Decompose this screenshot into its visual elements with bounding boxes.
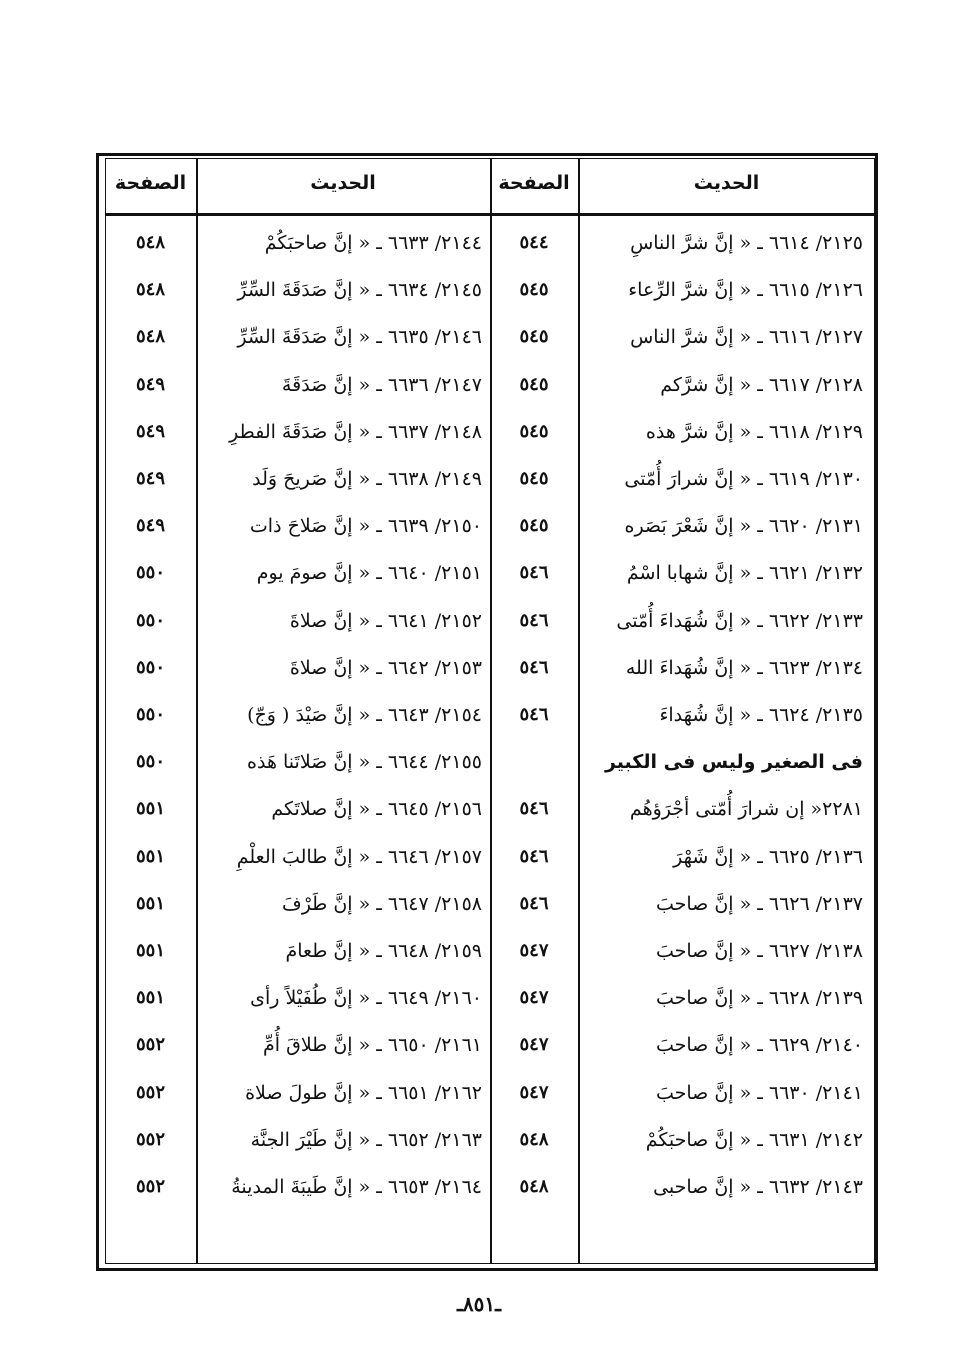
page-reference: ٥٥١	[135, 798, 165, 820]
page-reference: ٥٤٨	[135, 232, 165, 253]
hadith-entry: ٢١٦٠/ ٦٦٤٩ ـ « إنَّ طُفَيْلاً رأى	[250, 987, 482, 1010]
hadith-entry: ٢١٤٩/ ٦٦٣٨ ـ « إنَّ صَريحَ وَلَد	[252, 468, 482, 490]
page-reference: ٥٤٩	[135, 373, 165, 395]
hadith-entry: ٢١٤٦/ ٦٦٣٥ ـ « إنَّ صَدَقَةَ السِّرِّ	[237, 326, 482, 349]
header-right-hadith: الحديث	[693, 172, 760, 194]
page-reference: ٥٥١	[135, 987, 165, 1009]
page-reference: ٥٤٨	[135, 326, 165, 348]
hadith-entry: ٢١٣٠/ ٦٦١٩ ـ « إنَّ شرارَ أُمّتى	[624, 468, 863, 490]
hadith-entry: ٢١٣١/ ٦٦٢٠ ـ « إنَّ شَعْرَ بَصَره	[624, 515, 863, 538]
page-reference: ٥٤٤	[519, 232, 549, 253]
hadith-entry: ٢١٦٢/ ٦٦٥١ ـ « إنَّ طولَ صلاة	[245, 1081, 482, 1104]
header-divider	[105, 213, 875, 216]
hadith-entry: ٢١٤٥/ ٦٦٣٤ ـ « إنَّ صَدَقَةَ السِّرِّ	[237, 279, 482, 302]
page-reference: ٥٥٢	[135, 1081, 165, 1103]
header-left-page: الصفحة	[114, 172, 187, 194]
hadith-entry: ٢١٥٤/ ٦٦٤٣ ـ « إنَّ صَيْدَ ( وَجّ)	[247, 704, 482, 726]
hadith-entry: ٢١٥٢/ ٦٦٤١ ـ « إنَّ صلاةَ	[289, 609, 482, 632]
page-reference: ٥٤٧	[519, 940, 549, 961]
page-number: ـ٨٥١ـ	[457, 1292, 501, 1316]
hadith-entry: ٢١٥٩/ ٦٦٤٨ ـ « إنَّ طعامَ	[285, 940, 482, 962]
hadith-entry: ٢١٣٧/ ٦٦٢٦ ـ « إنَّ صاحبَ	[655, 892, 863, 915]
hadith-entry: ٢١٢٦/ ٦٦١٥ ـ « إنَّ شرَّ الرِّعاء	[628, 279, 863, 302]
hadith-entry: ٢١٦٣/ ٦٦٥٢ ـ « إنَّ طَيْرَ الجنَّة	[250, 1128, 482, 1151]
hadith-entry: ٢١٣٨/ ٦٦٢٧ ـ « إنَّ صاحبَ	[655, 940, 863, 962]
page-reference: ٥٤٦	[519, 704, 549, 725]
hadith-entry: ٢١٤٨/ ٦٦٣٧ ـ « إنَّ صَدَقَةَ الفطرِ	[229, 420, 482, 443]
page-reference: ٥٤٦	[519, 656, 549, 678]
hadith-entry: ٢١٣٢/ ٦٦٢١ ـ « إنَّ شهابا اسْمُ	[626, 562, 863, 585]
page-reference: ٥٤٥	[519, 420, 549, 442]
section-subheading: فى الصغير وليس فى الكبير	[604, 751, 863, 774]
hadith-entry: ٢١٤٣/ ٦٦٣٢ ـ « إنَّ صاحبى	[653, 1176, 863, 1198]
page-reference: ٥٤٥	[519, 468, 549, 489]
page-reference: ٥٤٧	[519, 1081, 549, 1103]
hadith-entry: ٢١٥٥/ ٦٦٤٤ ـ « إنَّ صَلاتَنا هَذه	[247, 751, 482, 774]
hadith-entry: ٢١٣٣/ ٦٦٢٢ ـ « إنَّ شُهَداءَ أُمّتى	[616, 609, 863, 632]
page-reference	[490, 741, 578, 783]
hadith-entry: ٢١٥١/ ٦٦٤٠ ـ « إنَّ صومَ يوم	[256, 562, 482, 585]
page-reference: ٥٤٨	[519, 1176, 549, 1197]
page-reference: ٥٤٩	[135, 515, 165, 537]
page-reference: ٥٥٢	[135, 1034, 165, 1056]
page-reference: ٥٥١	[135, 940, 165, 961]
page-reference: ٥٥٠	[135, 609, 165, 631]
page-reference: ٥٤٩	[135, 468, 165, 489]
hadith-entry: ٢١٥٨/ ٦٦٤٧ ـ « إنَّ طَرْفَ	[282, 892, 482, 915]
page-reference: ٥٤٦	[519, 892, 549, 914]
hadith-entry: ٢١٣٦/ ٦٦٢٥ ـ « إنَّ شَهْرَ	[673, 845, 863, 868]
page-reference: ٥٥٠	[135, 656, 165, 678]
page-reference: ٥٤٦	[519, 798, 549, 820]
hadith-entry: ٢١٣٥/ ٦٦٢٤ ـ « إنَّ شُهَداءَ	[659, 704, 863, 726]
hadith-entry: ٢١٤٤/ ٦٦٣٣ ـ « إنَّ صاحبَكُمْ	[264, 232, 482, 254]
page-reference: ٥٤٥	[519, 326, 549, 348]
hadith-entry: ٢١٢٩/ ٦٦١٨ ـ « إنَّ شرَّ هذه	[645, 420, 863, 443]
header-left-hadith: الحديث	[310, 172, 376, 194]
page-reference: ٥٤٥	[519, 373, 549, 395]
page-reference: ٥٥٢	[135, 1176, 165, 1197]
page-reference: ٥٤٨	[135, 279, 165, 301]
header-right-page: الصفحة	[498, 172, 570, 194]
page-reference: ٥٤٥	[519, 515, 549, 537]
hadith-entry: ٢١٢٨/ ٦٦١٧ ـ « إنَّ شرَّكم	[660, 373, 863, 396]
hadith-entry: ٢٢٨١« إن شرارَ أُمّتى أجْرَؤهُم	[629, 798, 863, 821]
page-reference: ٥٤٩	[135, 420, 165, 442]
page-reference: ٥٤٦	[519, 609, 549, 631]
hadith-entry: ٢١٤٠/ ٦٦٢٩ ـ « إنَّ صاحبَ	[655, 1034, 863, 1057]
hadith-entry: ٢١٢٥/ ٦٦١٤ ـ « إنَّ شرَّ الناسِ	[630, 232, 863, 254]
hadith-entry: ٢١٤٢/ ٦٦٣١ ـ « إنَّ صاحبَكُمْ	[645, 1128, 863, 1151]
hadith-entry: ٢١٤٧/ ٦٦٣٦ ـ « إنَّ صَدَقَةَ	[281, 373, 482, 396]
hadith-entry: ٢١٥٦/ ٦٦٤٥ ـ « إنَّ صلاتَكم	[271, 798, 482, 821]
hadith-entry: ٢١٦١/ ٦٦٥٠ ـ « إنَّ طلاقَ أُمِّ	[263, 1034, 482, 1057]
page-reference: ٥٤٦	[519, 845, 549, 867]
hadith-entry: ٢١٥٠/ ٦٦٣٩ ـ « إنَّ صَلاحَ ذات	[249, 515, 482, 538]
hadith-entry: ٢١٦٤/ ٦٦٥٣ ـ « إنَّ طَيبَةَ المدينةُ	[231, 1176, 482, 1198]
page-reference: ٥٥٠	[135, 751, 165, 773]
page-reference: ٥٥١	[135, 892, 165, 914]
page-reference: ٥٥٢	[135, 1128, 165, 1150]
page-reference: ٥٤٦	[519, 562, 549, 584]
hadith-entry: ٢١٣٩/ ٦٦٢٨ ـ « إنَّ صاحبَ	[655, 987, 863, 1010]
hadith-entry: ٢١٣٤/ ٦٦٢٣ ـ « إنَّ شُهَداءَ الله	[625, 656, 863, 679]
page-reference: ٥٤٧	[519, 987, 549, 1009]
page-reference: ٥٤٧	[519, 1034, 549, 1056]
page-reference: ٥٤٨	[519, 1128, 549, 1150]
column-divider	[196, 158, 198, 1264]
hadith-entry: ٢١٥٧/ ٦٦٤٦ ـ « إنَّ طالبَ العلْمِ	[236, 845, 482, 868]
hadith-entry: ٢١٥٣/ ٦٦٤٢ ـ « إنَّ صلاةَ	[289, 656, 482, 679]
page-reference: ٥٥٠	[135, 704, 165, 725]
hadith-entry: ٢١٢٧/ ٦٦١٦ ـ « إنَّ شرَّ الناس	[630, 326, 863, 349]
page-reference: ٥٤٥	[519, 279, 549, 301]
hadith-entry: ٢١٤١/ ٦٦٣٠ ـ « إنَّ صاحبَ	[655, 1081, 863, 1104]
page-reference: ٥٥١	[135, 845, 165, 867]
column-divider	[578, 158, 580, 1264]
page-reference: ٥٥٠	[135, 562, 165, 584]
